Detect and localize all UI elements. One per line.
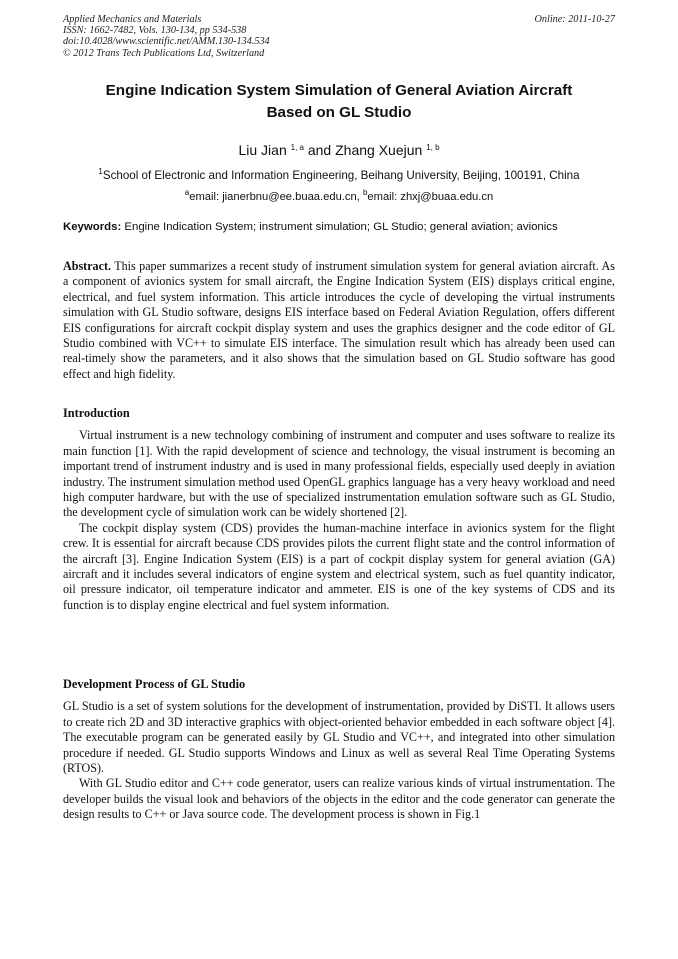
author-1-affil-mark: 1, a	[290, 143, 304, 152]
development-paragraph-1: GL Studio is a set of system solutions for the development of instrumentation, provided by DiSTI. It allows users to create rich 2D and 3D interactive graphics with object-oriented behavior embedded in each software object [4]. The executable program can be generated easily by GL Studio and VC++, and integrated into other simulation procedure if needed. GL Studio supports Windows and Linux as well as several Real Time Operating Systems (RTOS).	[63, 699, 615, 776]
email-a[interactable]: email: jianerbnu@ee.buaa.edu.cn,	[189, 191, 360, 203]
journal-header	[63, 14, 615, 59]
copyright-line: © 2012 Trans Tech Publications Ltd, Switzerland	[63, 47, 265, 59]
author-list	[63, 139, 615, 159]
paper-title	[63, 80, 615, 124]
author-2: Zhang Xuejun	[335, 142, 423, 158]
introduction-paragraph-2: The cockpit display system (CDS) provides the human-machine interface in avionics system for the flight crew. It is essential for aircraft because CDS provides pilots the current flight state and the control information of the aircraft [3]. Engine Indication System (EIS) is a part of cockpit display system for general aviation (GA) aircraft and it includes several indicators of engine system and electrical system, such as fuel quantity indicator, oil pressure indicator, oil temperature indicator and ammeter. EIS is one of the key systems of CDS and its function is to display engine electrical and fuel system information.	[63, 520, 615, 612]
author-emails	[63, 185, 615, 205]
keywords	[63, 220, 615, 235]
development-heading: Development Process of GL Studio	[63, 677, 246, 691]
issn-line: ISSN: 1662-7482, Vols. 130-134, pp 534-538	[63, 25, 247, 37]
introduction-paragraph-1: Virtual instrument is a new technology combining of instrument and computer and uses software to realize its main function [1]. With the rapid development of science and technology, the visual instrument is becoming an important trend of instrument industry and is used in many professional fields, especially used deeply in aviation industry. The instrument simulation method used OpenGL graphics language has a very heavy workload and need high computer hardware, but with the use of specialized instrumentation emulation software such as GL Studio, the development cycle of simulation work can be widely shortened [2].	[63, 428, 615, 520]
abstract-label: Abstract.	[63, 259, 112, 273]
introduction-heading: Introduction	[63, 406, 130, 420]
affiliation	[63, 164, 615, 183]
author-1: Liu Jian	[238, 142, 287, 158]
section-introduction	[63, 406, 615, 613]
keywords-label: Keywords:	[63, 221, 122, 233]
abstract	[63, 259, 615, 382]
email-b[interactable]: email: zhxj@buaa.edu.cn	[367, 191, 494, 203]
title-line-2: Based on GL Studio	[266, 104, 412, 121]
affiliation-text: School of Electronic and Information Engineering, Beihang University, Beijing, 100191, China	[102, 169, 580, 182]
section-development-process	[63, 677, 615, 823]
abstract-text: This paper summarizes a recent study of instrument simulation system for general aviation aircraft. As a component of avionics system for small aircraft, the Engine Indication System (EIS) displays critical engine, electrical, and fuel system information. This article introduces the cycle of developing the virtual instruments simulation with GL Studio software, designs EIS interface based on Federal Aviation Regulation, offers different EIS configurations for aircraft cockpit display system and uses the graphics designer and the code editor of GL Studio combined with VC++ to simulate EIS interface. The simulation result which has already been used can real-timely show the parameters, and it also shows that the simulation based on GL Studio software has good effect and high fidelity.	[63, 259, 615, 381]
title-line-1: Engine Indication System Simulation of General Aviation Aircraft	[105, 82, 573, 99]
author-conjunction: and	[307, 142, 332, 158]
online-date: Online: 2011-10-27	[534, 14, 615, 25]
author-2-affil-mark: 1, b	[426, 143, 440, 152]
keywords-text: Engine Indication System; instrument simulation; GL Studio; general aviation; avionics	[124, 221, 558, 233]
email-a-mark: a	[184, 188, 190, 197]
doi-line: doi:10.4028/www.scientific.net/AMM.130-134.534	[63, 36, 270, 48]
development-paragraph-2: With GL Studio editor and C++ code generator, users can realize various kinds of virtual instrumentation. The developer builds the visual look and behaviors of the objects in the editor and the code generator can generate the design results to C++ or Java source code. The development process is shown in Fig.1	[63, 776, 615, 822]
email-b-mark: b	[362, 188, 368, 197]
affiliation-mark: 1	[98, 167, 103, 176]
journal-name: Applied Mechanics and Materials	[63, 14, 202, 25]
